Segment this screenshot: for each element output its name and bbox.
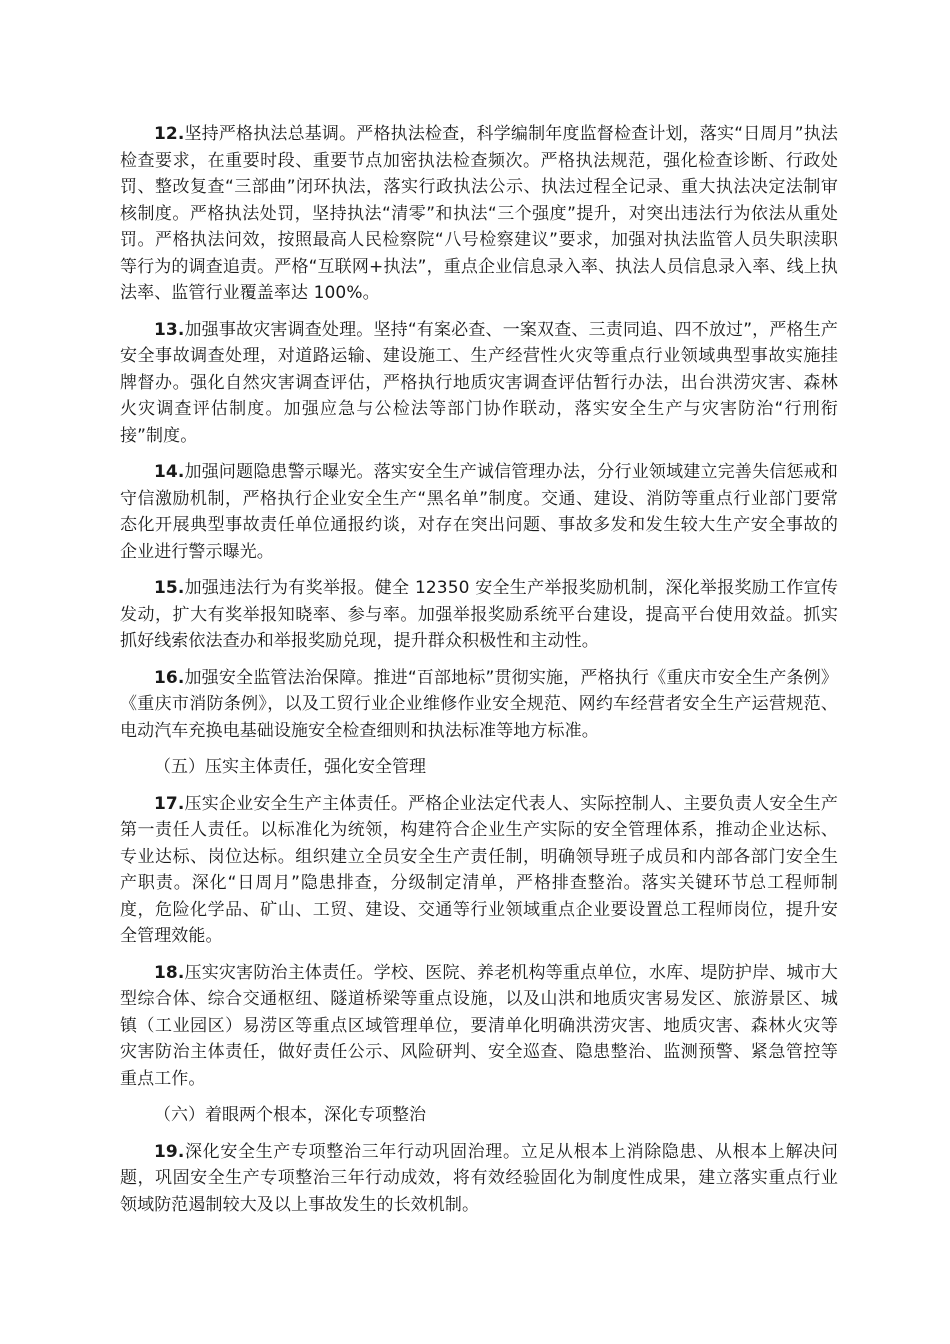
paragraph-17 [120, 791, 838, 950]
paragraph-12 [120, 121, 838, 307]
item-number: 12. [154, 124, 185, 144]
paragraph-text: 加强问题隐患警示曝光。落实安全生产诚信管理办法，分行业领域建立完善失信惩戒和守信激励机制，严格执行企业安全生产“黑名单”制度。交通、建设、消防等重点行业部门要常态化开展典型事故责任单位通报约谈，对存在突出问题、事故多发和发生较大生产安全事故的企业进行警示曝光。 [120, 462, 838, 562]
item-number: 13. [154, 319, 185, 340]
paragraph-16 [120, 665, 838, 745]
item-number: 16. [154, 667, 185, 688]
item-number: 14. [154, 462, 185, 482]
item-number: 17. [154, 793, 185, 814]
paragraph-text: 坚持严格执法总基调。严格执法检查，科学编制年度监督检查计划，落实“日周月”执法检查要求，在重要时段、重要节点加密执法检查频次。严格执法规范，强化检查诊断、行政处罚、整改复查“三部曲”闭环执法，落实行政执法公示、执法过程全记录、重大执法决定法制审核制度。严格执法处罚，坚持执法“清零”和执法“三个强度”提升，对突出违法行为依法从重处罚。严格执法问效，按照最高人民检察院“八号检察建议”要求，加强对执法监管人员失职渎职等行为的调查追责。严格“互联网+执法”，重点企业信息录入率、执法人员信息录入率、线上执法率、监管行业覆盖率达 100%。 [120, 124, 838, 303]
paragraph-14 [120, 459, 838, 565]
paragraph-text: 加强安全监管法治保障。推进“百部地标”贯彻实施，严格执行《重庆市安全生产条例》《重庆市消防条例》，以及工贸行业企业维修作业安全规范、网约车经营者安全生产运营规范、电动汽车充换电基础设施安全检查细则和执法标准等地方标准。 [120, 667, 838, 741]
item-number: 19. [154, 1141, 185, 1162]
paragraph-18 [120, 960, 838, 1093]
paragraph-15 [120, 575, 838, 655]
paragraph-13 [120, 317, 838, 450]
paragraph-19 [120, 1139, 838, 1219]
item-number: 18. [154, 962, 185, 983]
section-heading-6: （六）着眼两个根本，深化专项整治 [154, 1105, 426, 1125]
paragraph-text: 压实灾害防治主体责任。学校、医院、养老机构等重点单位，水库、堤防护岸、城市大型综合体、综合交通枢纽、隧道桥梁等重点设施，以及山洪和地质灾害易发区、旅游景区、城镇（工业园区）易涝区等重点区域管理单位，要清单化明确洪涝灾害、地质灾害、森林火灾等灾害防治主体责任，做好责任公示、风险研判、安全巡查、隐患整治、监测预警、紧急管控等重点工作。 [120, 962, 838, 1089]
item-number: 15. [154, 578, 185, 598]
paragraph-text: 压实企业安全生产主体责任。严格企业法定代表人、实际控制人、主要负责人安全生产第一责任人责任。以标准化为统领，构建符合企业生产实际的安全管理体系，推动企业达标、专业达标、岗位达标。组织建立全员安全生产责任制，明确领导班子成员和内部各部门安全生产职责。深化“日周月”隐患排查，分级制定清单，严格排查整治。落实关键环节总工程师制度，危险化学品、矿山、工贸、建设、交通等行业领域重点企业要设置总工程师岗位，提升安全管理效能。 [120, 793, 838, 946]
paragraph-text: 深化安全生产专项整治三年行动巩固治理。立足从根本上消除隐患、从根本上解决问题，巩固安全生产专项整治三年行动成效，将有效经验固化为制度性成果，建立落实重点行业领域防范遏制较大及以上事故发生的长效机制。 [120, 1141, 838, 1215]
paragraph-text: 加强违法行为有奖举报。健全 12350 安全生产举报奖励机制，深化举报奖励工作宣传发动，扩大有奖举报知晓率、参与率。加强举报奖励系统平台建设，提高平台使用效益。抓实抓好线索依法查办和举报奖励兑现，提升群众积极性和主动性。 [120, 578, 838, 651]
paragraph-text: 加强事故灾害调查处理。坚持“有案必查、一案双查、三责同追、四不放过”，严格生产安全事故调查处理，对道路运输、建设施工、生产经营性火灾等重点行业领域典型事故实施挂牌督办。强化自然灾害调查评估，严格执行地质灾害调查评估暂行办法，出台洪涝灾害、森林火灾调查评估制度。加强应急与公检法等部门协作联动，落实安全生产与灾害防治“行刑衔接”制度。 [120, 319, 838, 446]
document-body [120, 121, 838, 1228]
section-heading-5: （五）压实主体责任，强化安全管理 [154, 757, 426, 777]
